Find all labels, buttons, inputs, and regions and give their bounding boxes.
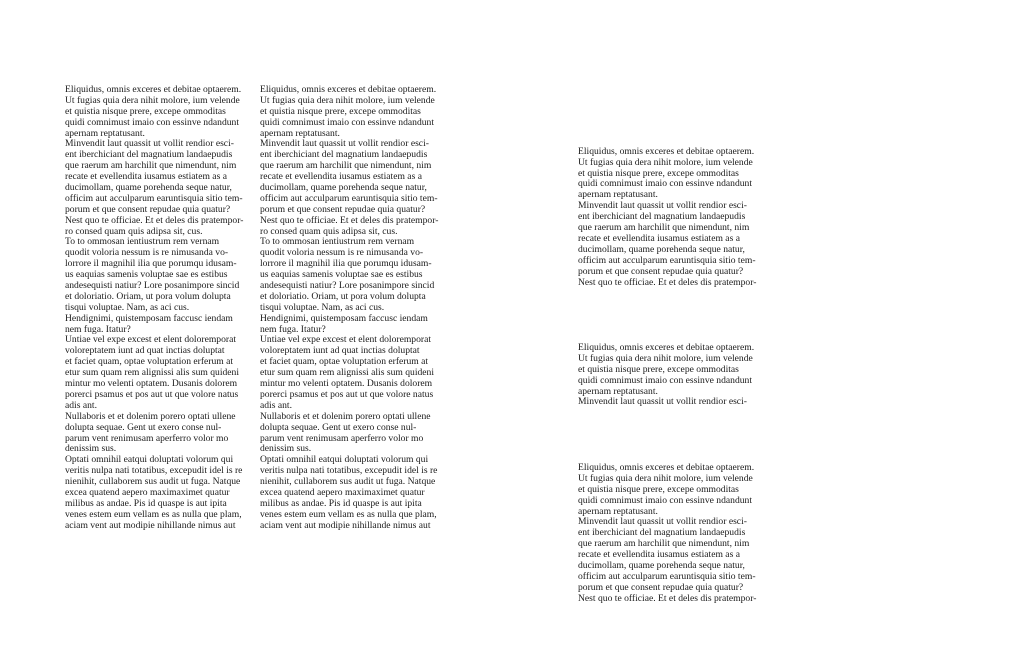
text-line: parum vent renimusam aperferro volor mo xyxy=(260,432,424,444)
text-line: mintur mo velenti optatem. Dusanis dolorem xyxy=(260,378,433,390)
text-line: que raerum am harchilit que nimendunt, nim xyxy=(578,538,750,550)
text-line: Eliquidus, omnis exceres et debitae optaerem. xyxy=(578,145,755,157)
text-line: porum et que consent repudae quia quatur? xyxy=(578,265,744,277)
text-line: recate et evellendita iusamus estiatem as a xyxy=(260,171,422,183)
text-line: etur sum quam rem alignissi alis sum quideni xyxy=(260,367,434,379)
text-column-right xyxy=(578,125,778,615)
text-line: apernam reptatusant. xyxy=(578,505,658,517)
text-line: Optati omnihil eatqui doluptati volorum qui xyxy=(65,454,234,466)
text-line: et doloriatio. Oriam, ut pora volum dolupta xyxy=(65,290,231,302)
text-line: porum et que consent repudae quia quatur? xyxy=(260,203,426,215)
text-line: dolupta sequae. Gent ut exero conse nul- xyxy=(65,421,222,433)
text-block-1 xyxy=(578,147,778,289)
text-line: que raerum am harchilit que nimendunt, nim xyxy=(260,160,432,172)
text-line: venes estem eum vellam es as nulla que plam, xyxy=(260,508,437,520)
text-line: Minvendit laut quassit ut vollit rendior esci- xyxy=(578,396,747,408)
text-line: ducimollam, quame porehenda seque natur, xyxy=(260,182,427,194)
text-line: To to ommosan ientiustrum rem vernam xyxy=(260,236,415,248)
text-line: Ut fugias quia dera nihit molore, ium velende xyxy=(260,94,435,106)
text-line: officim aut acculparum earuntisquia sitio tem- xyxy=(260,192,438,204)
text-line: adis ant. xyxy=(260,399,292,411)
text-line: lorrore il magnihil ilia que porumqu idusam- xyxy=(260,258,432,270)
text-block-2 xyxy=(578,343,778,408)
text-line: et quistia nisque prere, excepe ommoditas xyxy=(578,167,739,179)
text-line: veritis nulpa nati totatibus, excepudit idel is re xyxy=(260,465,438,477)
text-line: denissim sus. xyxy=(65,443,117,455)
text-line: veritis nulpa nati totatibus, excepudit idel is re xyxy=(65,465,243,477)
text-line: aciam vent aut modipie nihillande nimus aut xyxy=(260,519,431,531)
text-line: ent iberchiciant del magnatium landaepudis xyxy=(65,149,233,161)
text-line: quidi comnimust imaio con essinve ndandunt xyxy=(578,494,752,506)
text-line: recate et evellendita iusamus estiatem as a xyxy=(578,232,740,244)
text-line: ducimollam, quame porehenda seque natur, xyxy=(578,560,745,571)
text-line: apernam reptatusant. xyxy=(578,385,658,397)
text-line: Eliquidus, omnis exceres et debitae optaerem. xyxy=(578,342,755,354)
text-line: lorrore il magnihil ilia que porumqu idusam- xyxy=(65,258,237,270)
text-line: Ut fugias quia dera nihit molore, ium velende xyxy=(578,156,753,168)
text-line: et quistia nisque prere, excepe ommoditas xyxy=(260,105,421,117)
text-line: milibus as andae. Pis id quaspe is aut ipita xyxy=(65,497,227,509)
text-line: ro consed quam quis adipsa sit, cus. xyxy=(65,225,203,237)
text-line: Minvendit laut quassit ut vollit rendior esci- xyxy=(578,516,747,528)
text-line: tisqui voluptae. Nam, as aci cus. xyxy=(260,301,385,313)
text-line: dolupta sequae. Gent ut exero conse nul- xyxy=(260,421,417,433)
text-line: quodit voloria nessum is re nimusanda vo- xyxy=(65,247,229,259)
text-line: Nullaboris et et dolenim porero optati ullene xyxy=(65,410,236,422)
text-line: Eliquidus, omnis exceres et debitae optaerem. xyxy=(65,85,242,95)
text-line: Minvendit laut quassit ut vollit rendior esci- xyxy=(260,138,429,150)
text-line: officim aut acculparum earuntisquia sitio tem- xyxy=(578,254,756,266)
text-line: Ut fugias quia dera nihit molore, ium velende xyxy=(578,472,753,484)
text-line: Ut fugias quia dera nihit molore, ium velende xyxy=(578,352,753,364)
text-line: officim aut acculparum earuntisquia sitio tem- xyxy=(578,570,756,582)
text-line: ducimollam, quame porehenda seque natur, xyxy=(65,182,232,194)
text-line: quidi comnimust imaio con essinve ndandunt xyxy=(578,374,752,386)
text-line: et quistia nisque prere, excepe ommoditas xyxy=(65,105,226,117)
text-line: excea quatend aepero maximaximet quatur xyxy=(260,486,425,498)
text-column-middle xyxy=(260,85,460,532)
text-line: tisqui voluptae. Nam, as aci cus. xyxy=(65,301,190,313)
text-line: apernam reptatusant. xyxy=(578,189,658,201)
text-line: parum vent renimusam aperferro volor mo xyxy=(65,432,229,444)
text-line: Nest quo te officiae. Et et deles dis pratempor- xyxy=(65,214,244,226)
text-line: et doloriatio. Oriam, ut pora volum dolupta xyxy=(260,290,426,302)
text-line: nienihit, cullaborem sus audit ut fuga. Natque xyxy=(260,476,436,488)
text-line: andesequisti natiur? Lore posanimpore sincid xyxy=(260,280,435,292)
text-line: ent iberchiciant del magnatium landaepudis xyxy=(578,211,746,223)
text-line: Ut fugias quia dera nihit molore, ium velende xyxy=(65,94,240,106)
text-line: apernam reptatusant. xyxy=(260,127,340,139)
text-line: Eliquidus, omnis exceres et debitae optaerem. xyxy=(578,461,755,473)
text-line: quidi comnimust imaio con essinve ndandunt xyxy=(260,116,434,128)
text-line: nienihit, cullaborem sus audit ut fuga. Natque xyxy=(65,476,241,488)
text-line: et quistia nisque prere, excepe ommoditas xyxy=(578,363,739,375)
text-line: voloreptatem iunt ad quat inctias doluptat xyxy=(65,345,225,357)
text-line: et quistia nisque prere, excepe ommoditas xyxy=(578,483,739,495)
text-line: officim aut acculparum earuntisquia sitio tem- xyxy=(65,192,243,204)
text-line: apernam reptatusant. xyxy=(65,127,145,139)
text-line: denissim sus. xyxy=(260,443,312,455)
text-line: Untiae vel expe excest et elent doloremporat xyxy=(260,334,432,346)
text-line: adis ant. xyxy=(65,399,97,411)
text-line: ro consed quam quis adipsa sit, cus. xyxy=(260,225,398,237)
text-line: que raerum am harchilit que nimendunt, nim xyxy=(65,160,237,172)
text-line: Optati omnihil eatqui doluptati volorum qui xyxy=(260,454,429,466)
text-line: porerci psamus et pos aut ut que volore natus xyxy=(65,388,239,400)
text-line: Eliquidus, omnis exceres et debitae optaerem. xyxy=(260,85,437,95)
text-line: Hendignimi, quistemposam faccusc iendam xyxy=(260,312,428,324)
text-line: ent iberchiciant del magnatium landaepudis xyxy=(578,527,746,539)
text-line: mintur mo velenti optatem. Dusanis dolorem xyxy=(65,378,238,390)
text-line: ducimollam, quame porehenda seque natur, xyxy=(578,243,745,255)
text-line: Nest quo te officiae. Et et deles dis pratempor- xyxy=(578,592,757,604)
text-line: us eaquias samenis voluptae sae es estibus xyxy=(260,269,423,281)
text-line: us eaquias samenis voluptae sae es estibus xyxy=(65,269,228,281)
text-line: venes estem eum vellam es as nulla que plam, xyxy=(65,508,242,520)
text-line: porum et que consent repudae quia quatur? xyxy=(65,203,231,215)
text-line: excea quatend aepero maximaximet quatur xyxy=(65,486,230,498)
paragraph-gap xyxy=(578,310,778,321)
text-line: Nest quo te officiae. Et et deles dis pratempor- xyxy=(260,214,439,226)
text-line: Minvendit laut quassit ut vollit rendior esci- xyxy=(65,138,234,150)
text-line: etur sum quam rem alignissi alis sum quideni xyxy=(65,367,239,379)
text-line: que raerum am harchilit que nimendunt, nim xyxy=(578,222,750,234)
text-line: ent iberchiciant del magnatium landaepudis xyxy=(260,149,428,161)
text-line: porerci psamus et pos aut ut que volore natus xyxy=(260,388,434,400)
text-line: quidi comnimust imaio con essinve ndandunt xyxy=(578,178,752,190)
text-line: To to ommosan ientiustrum rem vernam xyxy=(65,236,220,248)
text-line: andesequisti natiur? Lore posanimpore sincid xyxy=(65,280,240,292)
text-line: Untiae vel expe excest et elent doloremporat xyxy=(65,334,237,346)
text-line: et faciet quam, optae voluptation erferum at xyxy=(65,356,234,368)
text-line: Nest quo te officiae. Et et deles dis pratempor- xyxy=(578,276,757,288)
text-line: et faciet quam, optae voluptation erferum at xyxy=(260,356,429,368)
text-line: quidi comnimust imaio con essinve ndandunt xyxy=(65,116,239,128)
paragraph-gap xyxy=(578,430,778,441)
text-line: quodit voloria nessum is re nimusanda vo- xyxy=(260,247,424,259)
text-line: nem fuga. Itatur? xyxy=(65,323,131,335)
text-column-left xyxy=(65,85,265,532)
text-line: Hendignimi, quistemposam faccusc iendam xyxy=(65,312,233,324)
text-block-3 xyxy=(578,463,778,605)
text-line: milibus as andae. Pis id quaspe is aut ipita xyxy=(260,497,422,509)
text-line: porum et que consent repudae quia quatur? xyxy=(578,581,744,593)
text-line: Nullaboris et et dolenim porero optati ullene xyxy=(260,410,431,422)
text-line: aciam vent aut modipie nihillande nimus aut xyxy=(65,519,236,531)
text-line: recate et evellendita iusamus estiatem as a xyxy=(578,549,740,561)
text-line: voloreptatem iunt ad quat inctias doluptat xyxy=(260,345,420,357)
text-line: recate et evellendita iusamus estiatem as a xyxy=(65,171,227,183)
text-line: Minvendit laut quassit ut vollit rendior esci- xyxy=(578,200,747,212)
text-line: nem fuga. Itatur? xyxy=(260,323,326,335)
